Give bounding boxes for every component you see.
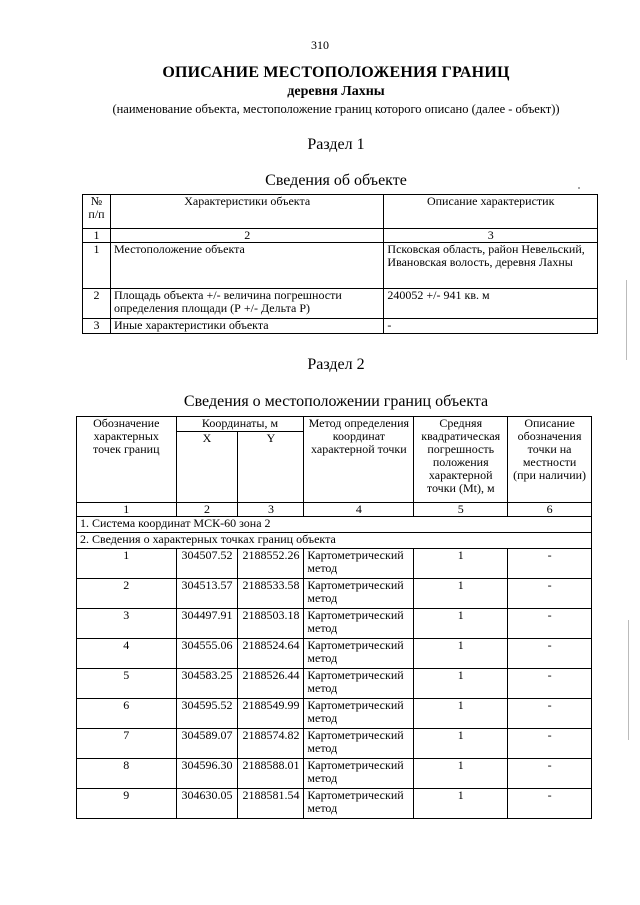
column-number: 6 [508,503,592,517]
method-cell: Картометрический метод [304,729,414,759]
table-row [83,289,598,319]
error-cell: 1 [414,669,508,699]
table-row [77,699,592,729]
coordinate-system-row: 1. Система координат МСК-60 зона 2 [77,517,592,533]
x-coordinate-cell: 304507.52 [176,549,238,579]
column-header-error: Средняя квадратическая погрешность положения характерной точки (Мt), м [414,417,508,503]
point-description-cell: - [508,669,592,699]
characteristic-cell: Иные характеристики объекта [110,319,383,334]
table-row [77,609,592,639]
characteristic-cell: Площадь объекта +/- величина погрешности определения площади (Р +/- Дельта Р) [110,289,383,319]
x-coordinate-cell: 304513.57 [176,579,238,609]
x-coordinate-cell: 304583.25 [176,669,238,699]
method-cell: Картометрический метод [304,609,414,639]
error-cell: 1 [414,729,508,759]
method-cell: Картометрический метод [304,759,414,789]
y-coordinate-cell: 2188533.58 [238,579,304,609]
error-cell: 1 [414,789,508,819]
point-cell: 8 [77,759,177,789]
x-coordinate-cell: 304630.05 [176,789,238,819]
y-coordinate-cell: 2188526.44 [238,669,304,699]
document-caption: (наименование объекта, местоположение границ которого описано (далее - объект)) [112,102,560,116]
column-header-description: Описание характеристик [384,195,598,229]
column-number: 3 [384,229,598,243]
column-header-y: Y [238,432,304,503]
column-number: 3 [238,503,304,517]
scan-edge-mark [626,280,627,360]
table-row [77,759,592,789]
y-coordinate-cell: 2188581.54 [238,789,304,819]
point-description-cell: - [508,639,592,669]
page-number: 310 [311,38,329,52]
table-row [83,243,598,289]
column-header-point-description: Описание обозначения точки на местности (при наличии) [508,417,592,503]
points-heading-row: 2. Сведения о характерных точках границ объекта [77,533,592,549]
table-row [77,789,592,819]
y-coordinate-cell: 2188549.99 [238,699,304,729]
y-coordinate-cell: 2188552.26 [238,549,304,579]
error-cell: 1 [414,579,508,609]
column-number: 1 [77,503,177,517]
object-info-table [82,194,598,334]
table-row [77,669,592,699]
boundary-table-title: Сведения о местоположении границ объекта [183,393,489,410]
point-cell: 6 [77,699,177,729]
error-cell: 1 [414,759,508,789]
table-row [77,639,592,669]
x-coordinate-cell: 304596.30 [176,759,238,789]
method-cell: Картометрический метод [304,699,414,729]
row-number: 3 [83,319,111,334]
point-cell: 2 [77,579,177,609]
table-row [77,549,592,579]
method-cell: Картометрический метод [304,789,414,819]
method-cell: Картометрический метод [304,669,414,699]
boundary-points-table [76,416,592,819]
points-body [77,549,592,819]
object-table-title: Сведения об объекте [265,172,407,189]
point-description-cell: - [508,579,592,609]
point-description-cell: - [508,789,592,819]
description-cell: - [384,319,598,334]
column-header-coordinates: Координаты, м [176,417,304,432]
x-coordinate-cell: 304595.52 [176,699,238,729]
point-description-cell: - [508,609,592,639]
method-cell: Картометрический метод [304,639,414,669]
column-header-number: № п/п [83,195,111,229]
column-header-x: X [176,432,238,503]
row-number: 1 [83,243,111,289]
y-coordinate-cell: 2188588.01 [238,759,304,789]
row-number: 2 [83,289,111,319]
error-cell: 1 [414,699,508,729]
error-cell: 1 [414,549,508,579]
characteristic-cell: Местоположение объекта [110,243,383,289]
scan-speck [578,187,580,189]
point-description-cell: - [508,729,592,759]
point-description-cell: - [508,759,592,789]
method-cell: Картометрический метод [304,549,414,579]
error-cell: 1 [414,609,508,639]
table-row [77,579,592,609]
y-coordinate-cell: 2188503.18 [238,609,304,639]
x-coordinate-cell: 304555.06 [176,639,238,669]
description-cell: Псковская область, район Невельский, Ивановская волость, деревня Лахны [384,243,598,289]
column-number: 2 [110,229,383,243]
point-description-cell: - [508,699,592,729]
point-cell: 5 [77,669,177,699]
document-subtitle: деревня Лахны [287,84,385,99]
point-cell: 7 [77,729,177,759]
scan-edge-mark [628,620,629,740]
column-header-point: Обозначение характерных точек границ [77,417,177,503]
table-row [77,729,592,759]
section-1-heading: Раздел 1 [307,136,365,153]
point-cell: 1 [77,549,177,579]
x-coordinate-cell: 304589.07 [176,729,238,759]
y-coordinate-cell: 2188574.82 [238,729,304,759]
point-cell: 9 [77,789,177,819]
document-title: ОПИСАНИЕ МЕСТОПОЛОЖЕНИЯ ГРАНИЦ [162,64,510,81]
column-number: 5 [414,503,508,517]
column-header-method: Метод определения координат характерной точки [304,417,414,503]
point-description-cell: - [508,549,592,579]
column-number: 1 [83,229,111,243]
error-cell: 1 [414,639,508,669]
column-number: 2 [176,503,238,517]
table-row [83,319,598,334]
method-cell: Картометрический метод [304,579,414,609]
column-number: 4 [304,503,414,517]
section-2-heading: Раздел 2 [307,356,365,373]
column-header-characteristic: Характеристики объекта [110,195,383,229]
x-coordinate-cell: 304497.91 [176,609,238,639]
y-coordinate-cell: 2188524.64 [238,639,304,669]
description-cell: 240052 +/- 941 кв. м [384,289,598,319]
point-cell: 3 [77,609,177,639]
point-cell: 4 [77,639,177,669]
